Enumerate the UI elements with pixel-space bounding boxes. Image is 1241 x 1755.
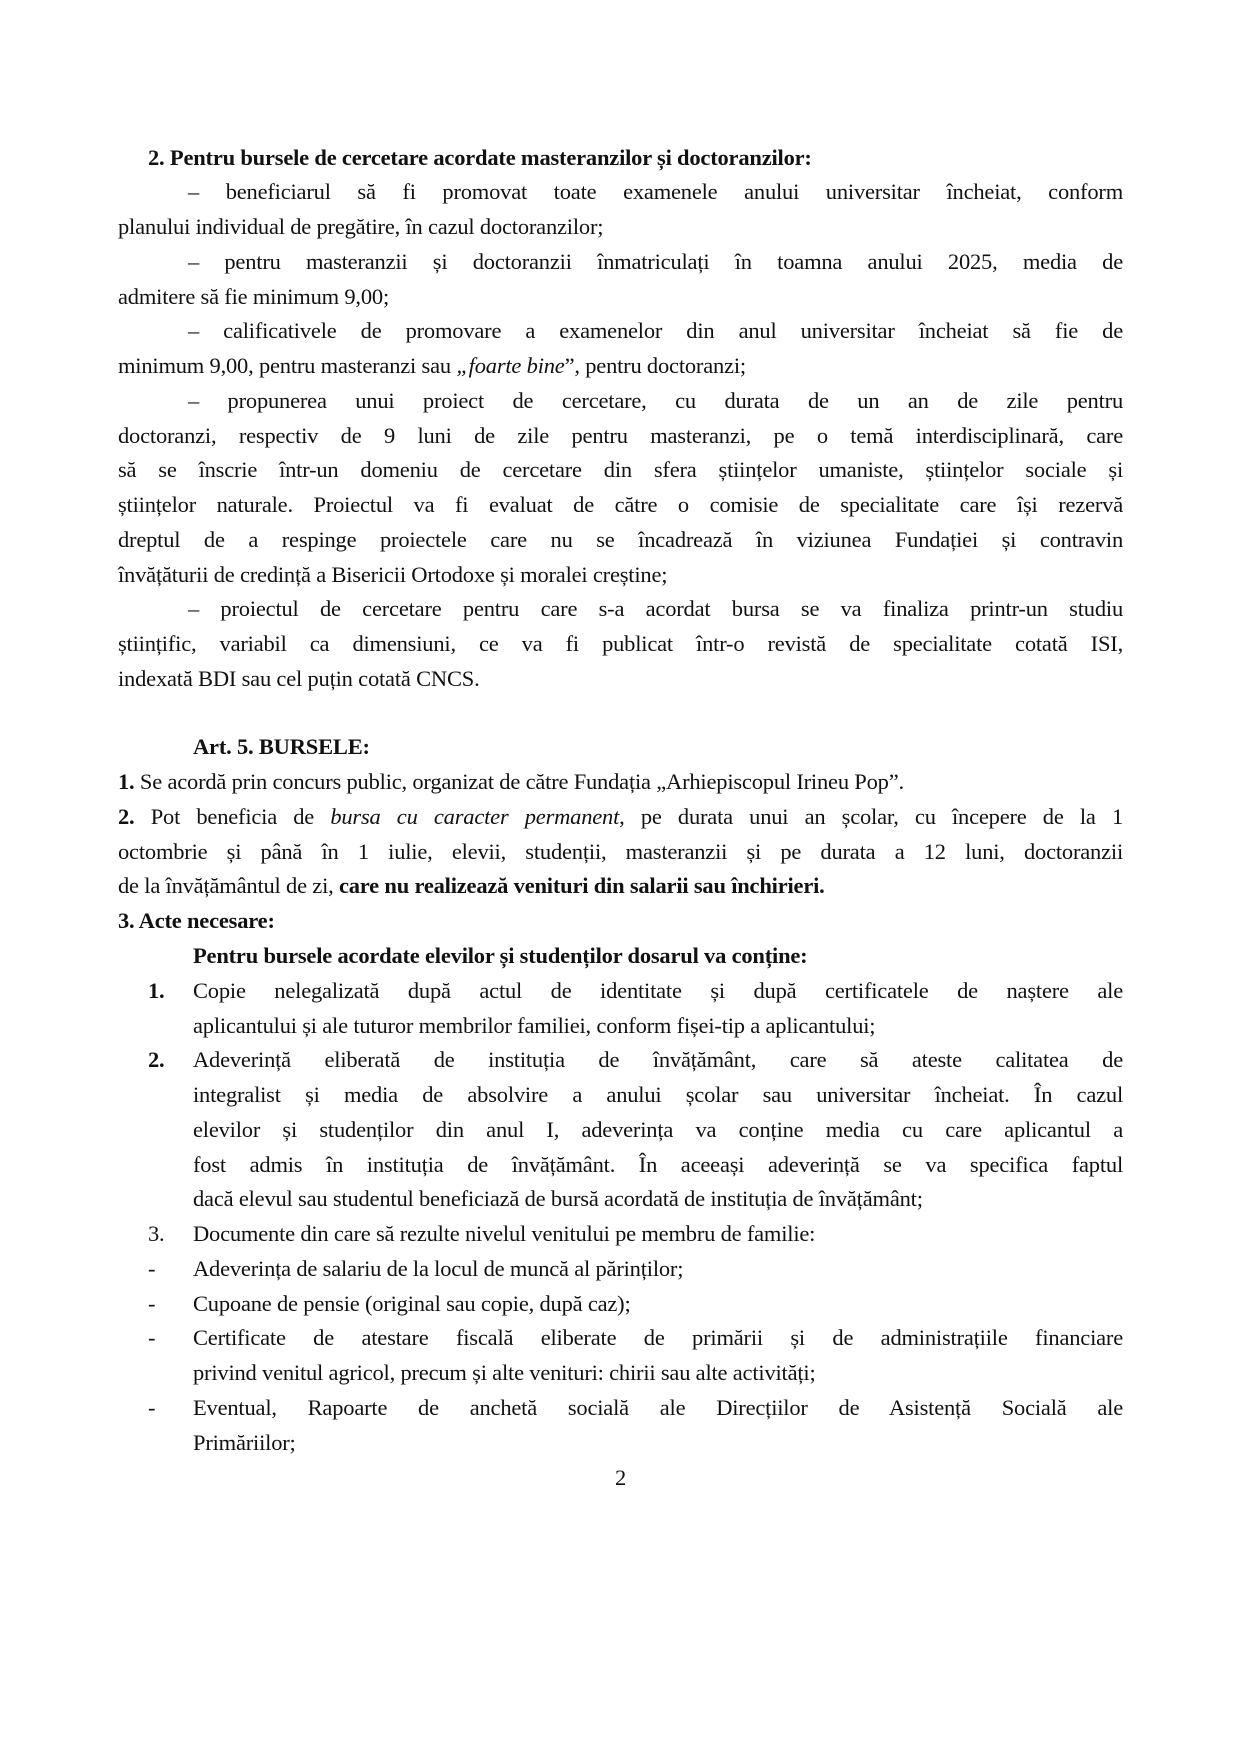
list-item-line: fost admis în instituția de învățământ. În aceeași adeverință se va specifica faptul: [193, 1152, 1123, 1177]
list-item-line: Cupoane de pensie (original sau copie, după caz);: [193, 1291, 631, 1316]
paragraph-line: indexată BDI sau cel puțin cotată CNCS.: [118, 666, 480, 691]
paragraph-line: [118, 871, 1123, 901]
paragraph-line: planului individual de pregătire, în cazul doctoranzilor;: [118, 214, 604, 239]
paragraph-line: dreptul de a respinge proiectele care nu se încadrează în viziunea Fundației și contravin: [118, 527, 1123, 552]
point-number: 1.: [118, 769, 135, 794]
paragraph-line: – propunerea unui proiect de cercetare, cu durata de un an de zile pentru: [188, 388, 1123, 413]
point-text: Se acordă prin concurs public, organizat de către Fundația „Arhiepiscopul Irineu Pop”.: [139, 769, 904, 794]
text-run: de la învățământul de zi,: [118, 873, 339, 898]
list-number: 3.: [148, 1221, 165, 1246]
list-item-line: integralist și media de absolvire a anului școlar sau universitar încheiat. În cazul: [193, 1082, 1123, 1107]
text-run: ”, pentru doctoranzi;: [564, 353, 746, 378]
paragraph-line: admitere să fie minimum 9,00;: [118, 284, 390, 309]
paragraph-line: științific, variabil ca dimensiuni, ce va fi publicat într-o revistă de specialitate cotată ISI,: [118, 631, 1123, 656]
list-item-line: Eventual, Rapoarte de anchetă socială ale Direcțiilor de Asistență Socială ale: [193, 1395, 1123, 1420]
page-number: 2: [614, 1465, 627, 1490]
subheading: Pentru bursele acordate elevilor și studenților dosarul va conține:: [193, 943, 808, 968]
list-item-line: Certificate de atestare fiscală eliberate de primării și de administrațiile financiare: [193, 1325, 1123, 1350]
article-point-1: [118, 767, 1123, 797]
paragraph-line: învățăturii de credință a Bisericii Ortodoxe și moralei creștine;: [118, 562, 668, 587]
list-item-line: Adeverința de salariu de la locul de muncă al părinților;: [193, 1256, 684, 1281]
list-item-line: privind venitul agricol, precum și alte venituri: chirii sau alte activități;: [193, 1360, 816, 1385]
paragraph-line: să se înscrie într-un domeniu de cercetare din sfera științelor umaniste, științelor sociale și: [118, 457, 1123, 482]
list-item-line: elevilor și studenților din anul I, adeverința va conține media cu care aplicantul a: [193, 1117, 1123, 1142]
list-dash: -: [148, 1395, 156, 1420]
point-3-heading: 3. Acte necesare:: [118, 908, 275, 933]
italic-term: bursa cu caracter permanent: [330, 804, 620, 829]
paragraph-line: doctoranzi, respectiv de 9 luni de zile pentru masteranzi, pe o temă interdisciplinară, care: [118, 423, 1123, 448]
list-item-line: Adeverință eliberată de instituția de învățământ, care să ateste calitatea de: [193, 1047, 1123, 1072]
text-run: Pot beneficia de: [150, 804, 331, 829]
article-heading: Art. 5. BURSELE:: [193, 734, 370, 759]
list-item-line: Copie nelegalizată după actul de identitate și după certificatele de naștere ale: [193, 978, 1123, 1003]
paragraph-line: [118, 351, 1123, 381]
list-number: 2.: [148, 1047, 165, 1072]
paragraph-line: octombrie și până în 1 iulie, elevii, studenții, masteranzii și pe durata a 12 luni, doctoranzii: [118, 839, 1123, 864]
list-dash: -: [148, 1291, 156, 1316]
point-number: 2.: [118, 804, 135, 829]
italic-term: „foarte bine: [456, 353, 565, 378]
paragraph-line: – beneficiarul să fi promovat toate examenele anului universitar încheiat, conform: [188, 179, 1123, 204]
list-item-line: aplicantului și ale tuturor membrilor familiei, conform fișei-tip a aplicantului;: [193, 1013, 876, 1038]
list-dash: -: [148, 1256, 156, 1281]
paragraph-line: – pentru masteranzii și doctoranzii înmatriculați în toamna anului 2025, media de: [188, 249, 1123, 274]
text-run: minimum 9,00, pentru masteranzi sau: [118, 353, 457, 378]
paragraph-line: – proiectul de cercetare pentru care s-a acordat bursa se va finaliza printr-un studiu: [188, 596, 1123, 621]
list-item-line: Primăriilor;: [193, 1430, 296, 1455]
list-number: 1.: [148, 978, 165, 1003]
bold-text: care nu realizează venituri din salarii sau închirieri.: [338, 873, 825, 898]
paragraph-line: științelor naturale. Proiectul va fi evaluat de către o comisie de specialitate care își rezervă: [118, 492, 1123, 517]
text-run: , pe durata unui an școlar, cu începere de la 1: [619, 804, 1123, 829]
paragraph-line: – calificativele de promovare a examenelor din anul universitar încheiat să fie de: [188, 318, 1123, 343]
list-item-line: dacă elevul sau studentul beneficiază de bursă acordată de instituția de învățământ;: [193, 1186, 923, 1211]
article-point-2: [118, 802, 1123, 832]
list-dash: -: [148, 1325, 156, 1350]
list-item-line: Documente din care să rezulte nivelul venitului pe membru de familie:: [193, 1221, 816, 1246]
section-heading: 2. Pentru bursele de cercetare acordate masteranzilor și doctoranzilor:: [148, 145, 812, 170]
